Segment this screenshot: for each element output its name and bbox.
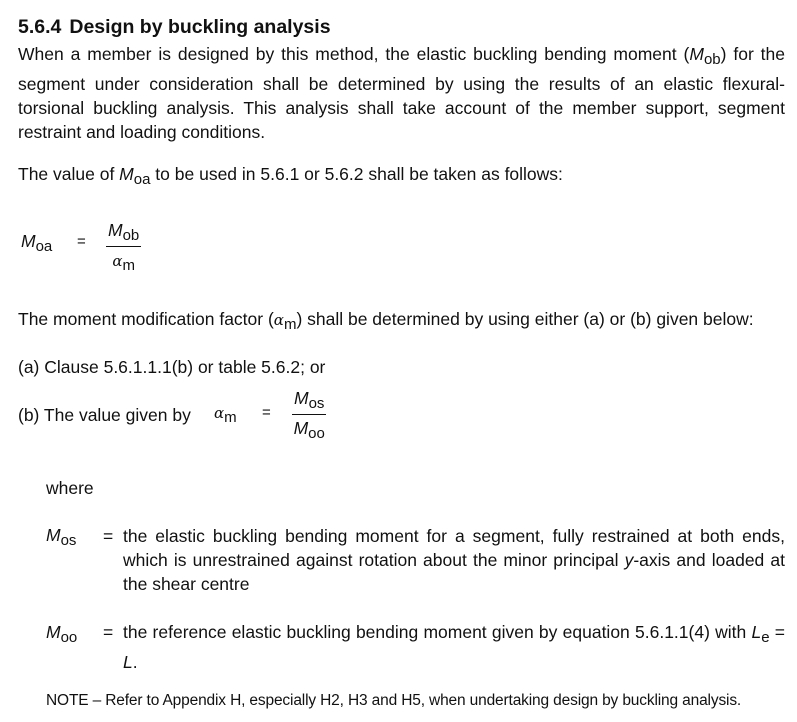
section-number: 5.6.4 bbox=[18, 16, 62, 38]
factor-symbol: α bbox=[273, 311, 284, 329]
def-moo-text bbox=[123, 620, 785, 674]
section-title: Design by buckling analysis bbox=[69, 16, 331, 38]
intro-symbol: M bbox=[689, 44, 704, 64]
eq1-fraction bbox=[106, 220, 141, 274]
def-mos-text bbox=[123, 524, 785, 596]
def-moo-le-subscript: e bbox=[761, 629, 770, 646]
value-paragraph bbox=[18, 162, 785, 192]
def-moo-end: . bbox=[132, 652, 138, 672]
def-mos-text-2: -axis and loaded at the shear centre bbox=[123, 550, 785, 594]
def-mos-italic: y bbox=[624, 550, 634, 570]
option-b-den-subscript: oo bbox=[308, 425, 325, 442]
value-text-1: The value of bbox=[18, 164, 120, 184]
def-mos-equals: = bbox=[103, 526, 114, 546]
eq1-lhs-subscript: oa bbox=[35, 238, 53, 255]
def-mos-symbol bbox=[46, 523, 76, 553]
option-b-equals: = bbox=[262, 404, 271, 421]
def-mos-sym: M bbox=[46, 525, 61, 545]
def-moo-sub: oo bbox=[60, 629, 78, 646]
intro-text-1: When a member is designed by this method, the elastic buckling bending moment ( bbox=[18, 44, 690, 64]
def-moo-text-1: the reference elastic buckling bending moment given by equation 5.6.1.1(4) with bbox=[123, 622, 752, 642]
eq1-num-subscript: ob bbox=[122, 227, 140, 244]
option-b-fraction bbox=[292, 388, 326, 442]
value-subscript: oa bbox=[133, 171, 151, 188]
option-b-den-symbol: M bbox=[293, 418, 309, 438]
def-moo-le-symbol: L bbox=[751, 622, 762, 642]
def-mos-sub: os bbox=[60, 532, 77, 549]
option-b-denominator bbox=[292, 415, 326, 442]
factor-subscript: m bbox=[283, 316, 297, 333]
option-b-text: (b) The value given by bbox=[18, 405, 191, 425]
def-moo-sym: M bbox=[46, 622, 61, 642]
eq1-lhs-symbol: M bbox=[21, 231, 36, 251]
eq1-lhs bbox=[21, 231, 52, 255]
option-b-num-symbol: M bbox=[294, 388, 309, 408]
option-b-alpha-symbol: α bbox=[214, 404, 225, 422]
option-b-numerator bbox=[292, 388, 326, 415]
note: NOTE – Refer to Appendix H, especially H2, H3 and H5, when undertaking design by buckling analysis. bbox=[46, 692, 742, 709]
eq1-num-symbol: M bbox=[108, 220, 123, 240]
option-b-alpha-subscript: m bbox=[224, 409, 237, 426]
eq1-den-subscript: m bbox=[122, 257, 135, 274]
value-symbol: M bbox=[119, 164, 134, 184]
def-moo-le-equals: = bbox=[769, 622, 785, 642]
value-text-2: to be used in 5.6.1 or 5.6.2 shall be taken as follows: bbox=[150, 164, 563, 184]
factor-text-1: The moment modification factor ( bbox=[18, 309, 274, 329]
intro-subscript: ob bbox=[703, 51, 721, 68]
factor-paragraph bbox=[18, 307, 785, 337]
factor-text-2: ) shall be determined by using either (a) or (b) given below: bbox=[296, 309, 754, 329]
eq1-numerator bbox=[106, 220, 141, 247]
option-b-num-subscript: os bbox=[308, 395, 325, 412]
where-label: where bbox=[46, 478, 94, 498]
eq1-den-symbol: α bbox=[112, 252, 123, 270]
section-heading bbox=[18, 16, 331, 39]
def-moo-symbol bbox=[46, 620, 77, 650]
def-moo-l-symbol: L bbox=[123, 652, 133, 672]
intro-text-2: ) for the segment under consideration shall be determined by using the results of an elastic flexural-torsional buckling analysis. This analysis shall take account of the member support, segment restraint and loading conditions. bbox=[18, 44, 785, 142]
option-b-alpha bbox=[214, 402, 237, 426]
def-moo-equals: = bbox=[103, 622, 114, 642]
option-a: (a) Clause 5.6.1.1.1(b) or table 5.6.2; or bbox=[18, 357, 326, 377]
def-mos-text-1: the elastic buckling bending moment for a segment, fully restrained at both ends, which is unrestrained against rotation about the minor principal bbox=[123, 526, 785, 570]
eq1-equals: = bbox=[77, 233, 86, 250]
intro-paragraph bbox=[18, 42, 785, 144]
eq1-denominator bbox=[106, 247, 141, 274]
